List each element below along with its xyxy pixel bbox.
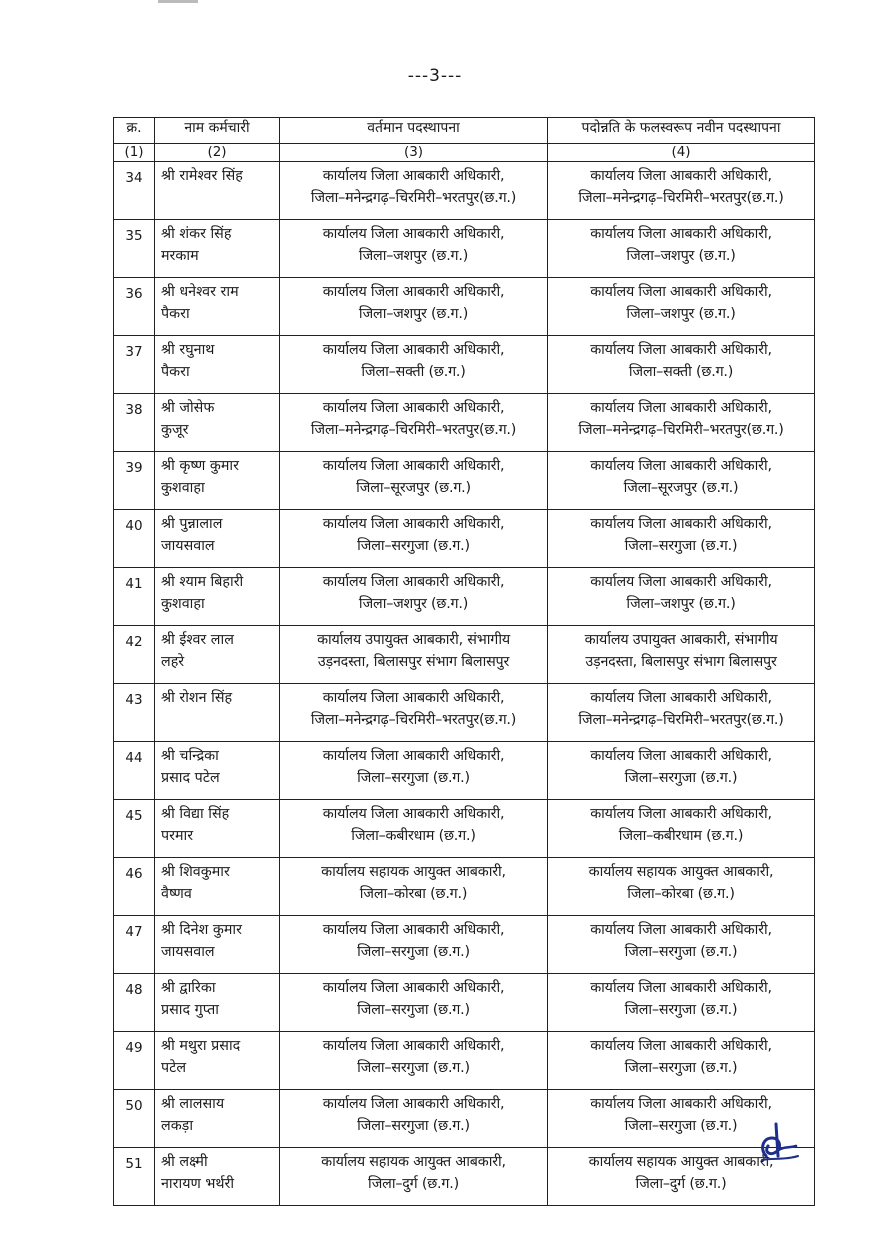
new-posting	[548, 742, 815, 800]
current-posting-line-1: कार्यालय जिला आबकारी अधिकारी,	[322, 516, 505, 532]
current-posting-line-1: कार्यालय जिला आबकारी अधिकारी,	[322, 922, 505, 938]
new-posting-line-1: कार्यालय जिला आबकारी अधिकारी,	[590, 458, 772, 474]
serial-number	[114, 568, 155, 626]
employee-name-line-2: वैष्णव	[161, 886, 192, 902]
employee-name	[155, 394, 280, 452]
employee-name-line-1: श्री दिनेश कुमार	[161, 922, 242, 938]
new-posting-line-2: जिला–कोरबा (छ.ग.)	[627, 886, 735, 902]
serial-number	[114, 336, 155, 394]
employee-name-line-2: जायसवाल	[161, 944, 215, 960]
current-posting-line-2: जिला–मनेन्द्रगढ़–चिरमिरी–भरतपुर(छ.ग.)	[310, 422, 517, 438]
current-posting-line-2: जिला–मनेन्द्रगढ़–चिरमिरी–भरतपुर(छ.ग.)	[310, 190, 517, 206]
new-posting	[548, 684, 815, 742]
employee-name-line-2: कुशवाहा	[161, 596, 205, 612]
new-posting-line-1: कार्यालय जिला आबकारी अधिकारी,	[590, 516, 772, 532]
serial-number-text: 48	[125, 982, 143, 998]
new-posting-line-1: कार्यालय जिला आबकारी अधिकारी,	[590, 806, 772, 822]
employee-name	[155, 858, 280, 916]
serial-number	[114, 974, 155, 1032]
employee-name-line-2: कुशवाहा	[161, 480, 205, 496]
new-posting	[548, 510, 815, 568]
current-posting	[280, 742, 548, 800]
new-posting-line-2: जिला–सरगुजा (छ.ग.)	[624, 944, 738, 960]
new-posting-line-1: कार्यालय जिला आबकारी अधिकारी,	[590, 400, 772, 416]
current-posting-line-2: जिला–सरगुजा (छ.ग.)	[357, 1060, 470, 1076]
current-posting-line-2: उड़नदस्ता, बिलासपुर संभाग बिलासपुर	[317, 654, 510, 670]
new-posting	[548, 278, 815, 336]
current-posting-line-1: कार्यालय जिला आबकारी अधिकारी,	[322, 458, 505, 474]
current-posting-line-1: कार्यालय जिला आबकारी अधिकारी,	[322, 1038, 505, 1054]
employee-name-line-1: श्री लालसाय	[161, 1096, 225, 1112]
employee-name	[155, 1090, 280, 1148]
serial-number	[114, 916, 155, 974]
new-posting	[548, 162, 815, 220]
current-posting-line-2: जिला–जशपुर (छ.ग.)	[358, 596, 469, 612]
employee-name	[155, 162, 280, 220]
employee-name	[155, 278, 280, 336]
employee-name	[155, 916, 280, 974]
current-posting-line-2: जिला–सरगुजा (छ.ग.)	[357, 1002, 470, 1018]
new-posting-line-1: कार्यालय जिला आबकारी अधिकारी,	[590, 922, 772, 938]
new-posting	[548, 916, 815, 974]
serial-number-text: 47	[125, 924, 143, 940]
current-posting-line-1: कार्यालय जिला आबकारी अधिकारी,	[322, 806, 505, 822]
table-row	[114, 800, 815, 858]
table-row	[114, 394, 815, 452]
current-posting	[280, 394, 548, 452]
employee-name-line-1: श्री श्याम बिहारी	[161, 574, 244, 590]
employee-name-line-2: परमार	[161, 828, 194, 844]
current-posting-line-1: कार्यालय जिला आबकारी अधिकारी,	[322, 168, 505, 184]
employee-name-line-2: लहरे	[161, 654, 185, 670]
serial-number-text: 35	[125, 228, 143, 244]
serial-number	[114, 1090, 155, 1148]
employee-name-line-1: श्री लक्ष्मी	[161, 1154, 208, 1170]
employee-name-line-1: श्री रोशन सिंह	[161, 690, 233, 706]
employee-name-line-1: श्री द्वारिका	[161, 980, 216, 996]
current-posting-line-1: कार्यालय जिला आबकारी अधिकारी,	[322, 748, 505, 764]
employee-name-line-1: श्री धनेश्वर राम	[161, 284, 239, 300]
header-current-posting: वर्तमान पदस्थापना	[280, 118, 548, 144]
current-posting-line-1: कार्यालय सहायक आयुक्त आबकारी,	[321, 1154, 506, 1170]
employee-name	[155, 568, 280, 626]
current-posting	[280, 626, 548, 684]
new-posting-line-2: जिला–जशपुर (छ.ग.)	[626, 596, 736, 612]
current-posting-line-2: जिला–दुर्ग (छ.ग.)	[368, 1176, 459, 1192]
current-posting	[280, 510, 548, 568]
new-posting-line-1: कार्यालय जिला आबकारी अधिकारी,	[590, 1096, 772, 1112]
employee-name-line-1: श्री ईश्वर लाल	[161, 632, 234, 648]
serial-number-text: 40	[125, 518, 143, 534]
current-posting	[280, 336, 548, 394]
current-posting-line-1: कार्यालय जिला आबकारी अधिकारी,	[322, 284, 505, 300]
serial-number-text: 45	[125, 808, 143, 824]
employee-name-line-2: प्रसाद गुप्ता	[161, 1002, 219, 1018]
current-posting-line-1: कार्यालय जिला आबकारी अधिकारी,	[322, 400, 505, 416]
table-row	[114, 278, 815, 336]
serial-number-text: 39	[125, 460, 143, 476]
table-row	[114, 626, 815, 684]
new-posting-line-2: जिला–जशपुर (छ.ग.)	[626, 248, 736, 264]
table-row	[114, 452, 815, 510]
current-posting	[280, 974, 548, 1032]
current-posting	[280, 568, 548, 626]
table-row	[114, 510, 815, 568]
current-posting-line-1: कार्यालय सहायक आयुक्त आबकारी,	[321, 864, 506, 880]
new-posting-line-1: कार्यालय जिला आबकारी अधिकारी,	[590, 574, 772, 590]
serial-number-text: 41	[125, 576, 143, 592]
employee-name	[155, 626, 280, 684]
new-posting	[548, 626, 815, 684]
employee-name	[155, 510, 280, 568]
current-posting-line-2: जिला–जशपुर (छ.ग.)	[358, 248, 469, 264]
serial-number	[114, 510, 155, 568]
current-posting	[280, 278, 548, 336]
new-posting-line-1: कार्यालय जिला आबकारी अधिकारी,	[590, 168, 772, 184]
employee-name	[155, 452, 280, 510]
new-posting-line-1: कार्यालय जिला आबकारी अधिकारी,	[590, 980, 772, 996]
serial-number	[114, 220, 155, 278]
table-row	[114, 336, 815, 394]
employee-name-line-2: पटेल	[161, 1060, 187, 1076]
new-posting	[548, 452, 815, 510]
table-row	[114, 684, 815, 742]
current-posting	[280, 1032, 548, 1090]
signature	[752, 1116, 804, 1164]
new-posting-line-2: जिला–मनेन्द्रगढ़–चिरमिरी–भरतपुर(छ.ग.)	[578, 190, 784, 206]
employee-name	[155, 800, 280, 858]
serial-number	[114, 684, 155, 742]
employee-name-line-1: श्री विद्या सिंह	[161, 806, 230, 822]
new-posting-line-2: जिला–जशपुर (छ.ग.)	[626, 306, 736, 322]
table-row	[114, 858, 815, 916]
new-posting-line-2: जिला–सरगुजा (छ.ग.)	[624, 1118, 738, 1134]
current-posting	[280, 858, 548, 916]
index-col-1: (1)	[114, 144, 155, 162]
index-col-4: (4)	[548, 144, 815, 162]
employee-name	[155, 974, 280, 1032]
table-row	[114, 1032, 815, 1090]
employee-name-line-2: नारायण भर्थरी	[161, 1176, 235, 1192]
new-posting-line-2: जिला–कबीरधाम (छ.ग.)	[618, 828, 744, 844]
current-posting	[280, 916, 548, 974]
employee-name	[155, 684, 280, 742]
employee-name-line-2: मरकाम	[161, 248, 199, 264]
new-posting-line-2: जिला–सूरजपुर (छ.ग.)	[623, 480, 739, 496]
serial-number-text: 49	[125, 1040, 143, 1056]
current-posting-line-1: कार्यालय जिला आबकारी अधिकारी,	[322, 342, 505, 358]
table-row	[114, 916, 815, 974]
employee-name-line-1: श्री शंकर सिंह	[161, 226, 232, 242]
index-col-3: (3)	[280, 144, 548, 162]
current-posting	[280, 220, 548, 278]
header-serial: क्र.	[114, 118, 155, 144]
employee-name-line-1: श्री शिवकुमार	[161, 864, 230, 880]
employee-name	[155, 336, 280, 394]
current-posting-line-2: जिला–सरगुजा (छ.ग.)	[357, 944, 470, 960]
serial-number	[114, 626, 155, 684]
current-posting	[280, 162, 548, 220]
employee-name-line-2: कुजूर	[161, 422, 189, 438]
employee-name	[155, 742, 280, 800]
new-posting-line-1: कार्यालय जिला आबकारी अधिकारी,	[590, 342, 772, 358]
new-posting-line-2: जिला–सरगुजा (छ.ग.)	[624, 770, 738, 786]
serial-number	[114, 162, 155, 220]
new-posting-line-2: जिला–मनेन्द्रगढ़–चिरमिरी–भरतपुर(छ.ग.)	[578, 422, 784, 438]
serial-number-text: 36	[125, 286, 143, 302]
employee-name	[155, 220, 280, 278]
current-posting-line-2: जिला–सरगुजा (छ.ग.)	[357, 770, 470, 786]
serial-number	[114, 1148, 155, 1206]
table-row	[114, 568, 815, 626]
new-posting-line-1: कार्यालय उपायुक्त आबकारी, संभागीय	[584, 632, 778, 648]
table-index-row	[114, 144, 815, 162]
serial-number	[114, 858, 155, 916]
new-posting-line-2: जिला–सरगुजा (छ.ग.)	[624, 538, 738, 554]
current-posting-line-1: कार्यालय जिला आबकारी अधिकारी,	[322, 980, 505, 996]
serial-number-text: 37	[125, 344, 143, 360]
employee-name-line-2: पैकरा	[161, 364, 190, 380]
current-posting-line-2: जिला–जशपुर (छ.ग.)	[358, 306, 469, 322]
table-row	[114, 742, 815, 800]
current-posting	[280, 1090, 548, 1148]
table-row	[114, 1148, 815, 1206]
serial-number-text: 34	[125, 170, 143, 186]
current-posting-line-2: जिला–सूरजपुर (छ.ग.)	[356, 480, 471, 496]
current-posting	[280, 800, 548, 858]
new-posting	[548, 568, 815, 626]
current-posting-line-2: जिला–सरगुजा (छ.ग.)	[357, 538, 470, 554]
index-col-2: (2)	[155, 144, 280, 162]
table-row	[114, 1090, 815, 1148]
new-posting-line-2: जिला–सरगुजा (छ.ग.)	[624, 1002, 738, 1018]
current-posting	[280, 684, 548, 742]
new-posting	[548, 220, 815, 278]
table-header-row	[114, 118, 815, 144]
serial-number	[114, 394, 155, 452]
employee-name-line-1: श्री रामेश्वर सिंह	[161, 168, 243, 184]
serial-number	[114, 1032, 155, 1090]
new-posting-line-1: कार्यालय जिला आबकारी अधिकारी,	[590, 1038, 772, 1054]
header-new-posting: पदोन्नति के फलस्वरूप नवीन पदस्थापना	[548, 118, 815, 144]
new-posting-line-1: कार्यालय सहायक आयुक्त आबकारी,	[588, 1154, 774, 1170]
serial-number-text: 51	[125, 1156, 143, 1172]
employee-name	[155, 1032, 280, 1090]
employee-name-line-2: प्रसाद पटेल	[161, 770, 220, 786]
current-posting-line-1: कार्यालय जिला आबकारी अधिकारी,	[322, 226, 505, 242]
current-posting-line-1: कार्यालय जिला आबकारी अधिकारी,	[322, 574, 505, 590]
employee-name-line-2: लकड़ा	[161, 1118, 194, 1134]
employee-name-line-1: श्री पुन्नालाल	[161, 516, 223, 532]
employee-name-line-2: पैकरा	[161, 306, 190, 322]
new-posting-line-2: जिला–सरगुजा (छ.ग.)	[624, 1060, 738, 1076]
serial-number	[114, 800, 155, 858]
serial-number-text: 44	[125, 750, 143, 766]
serial-number	[114, 742, 155, 800]
new-posting-line-2: उड़नदस्ता, बिलासपुर संभाग बिलासपुर	[585, 654, 777, 670]
new-posting-line-2: जिला–दुर्ग (छ.ग.)	[635, 1176, 727, 1192]
table-row	[114, 162, 815, 220]
current-posting-line-2: जिला–कोरबा (छ.ग.)	[359, 886, 468, 902]
current-posting-line-2: जिला–कबीरधाम (छ.ग.)	[351, 828, 476, 844]
scan-mark	[158, 0, 198, 3]
promotion-posting-table	[113, 117, 815, 1206]
page-number: ---3---	[407, 66, 463, 86]
employee-name-line-1: श्री जोसेफ	[161, 400, 215, 416]
current-posting	[280, 1148, 548, 1206]
serial-number-text: 38	[125, 402, 143, 418]
table-row	[114, 974, 815, 1032]
serial-number	[114, 452, 155, 510]
table-row	[114, 220, 815, 278]
employee-name-line-1: श्री चन्द्रिका	[161, 748, 219, 764]
header-employee-name: नाम कर्मचारी	[155, 118, 280, 144]
employee-name-line-2: जायसवाल	[161, 538, 215, 554]
new-posting-line-1: कार्यालय जिला आबकारी अधिकारी,	[590, 690, 772, 706]
new-posting-line-1: कार्यालय जिला आबकारी अधिकारी,	[590, 226, 772, 242]
new-posting	[548, 974, 815, 1032]
serial-number-text: 42	[125, 634, 143, 650]
current-posting-line-2: जिला–सरगुजा (छ.ग.)	[357, 1118, 470, 1134]
serial-number-text: 43	[125, 692, 143, 708]
current-posting-line-1: कार्यालय उपायुक्त आबकारी, संभागीय	[317, 632, 510, 648]
new-posting-line-1: कार्यालय जिला आबकारी अधिकारी,	[590, 284, 772, 300]
serial-number-text: 46	[125, 866, 143, 882]
new-posting-line-2: जिला–सक्ती (छ.ग.)	[628, 364, 734, 380]
current-posting	[280, 452, 548, 510]
new-posting	[548, 858, 815, 916]
current-posting-line-1: कार्यालय जिला आबकारी अधिकारी,	[322, 690, 505, 706]
current-posting-line-2: जिला–सक्ती (छ.ग.)	[361, 364, 466, 380]
current-posting-line-1: कार्यालय जिला आबकारी अधिकारी,	[322, 1096, 505, 1112]
new-posting-line-1: कार्यालय जिला आबकारी अधिकारी,	[590, 748, 772, 764]
employee-name-line-1: श्री रघुनाथ	[161, 342, 215, 358]
new-posting	[548, 1032, 815, 1090]
employee-name-line-1: श्री कृष्ण कुमार	[161, 458, 239, 474]
new-posting	[548, 336, 815, 394]
current-posting-line-2: जिला–मनेन्द्रगढ़–चिरमिरी–भरतपुर(छ.ग.)	[310, 712, 517, 728]
serial-number-text: 50	[125, 1098, 143, 1114]
employee-name-line-1: श्री मथुरा प्रसाद	[161, 1038, 241, 1054]
serial-number	[114, 278, 155, 336]
employee-name	[155, 1148, 280, 1206]
new-posting-line-1: कार्यालय सहायक आयुक्त आबकारी,	[588, 864, 774, 880]
new-posting	[548, 800, 815, 858]
new-posting-line-2: जिला–मनेन्द्रगढ़–चिरमिरी–भरतपुर(छ.ग.)	[578, 712, 784, 728]
new-posting	[548, 394, 815, 452]
